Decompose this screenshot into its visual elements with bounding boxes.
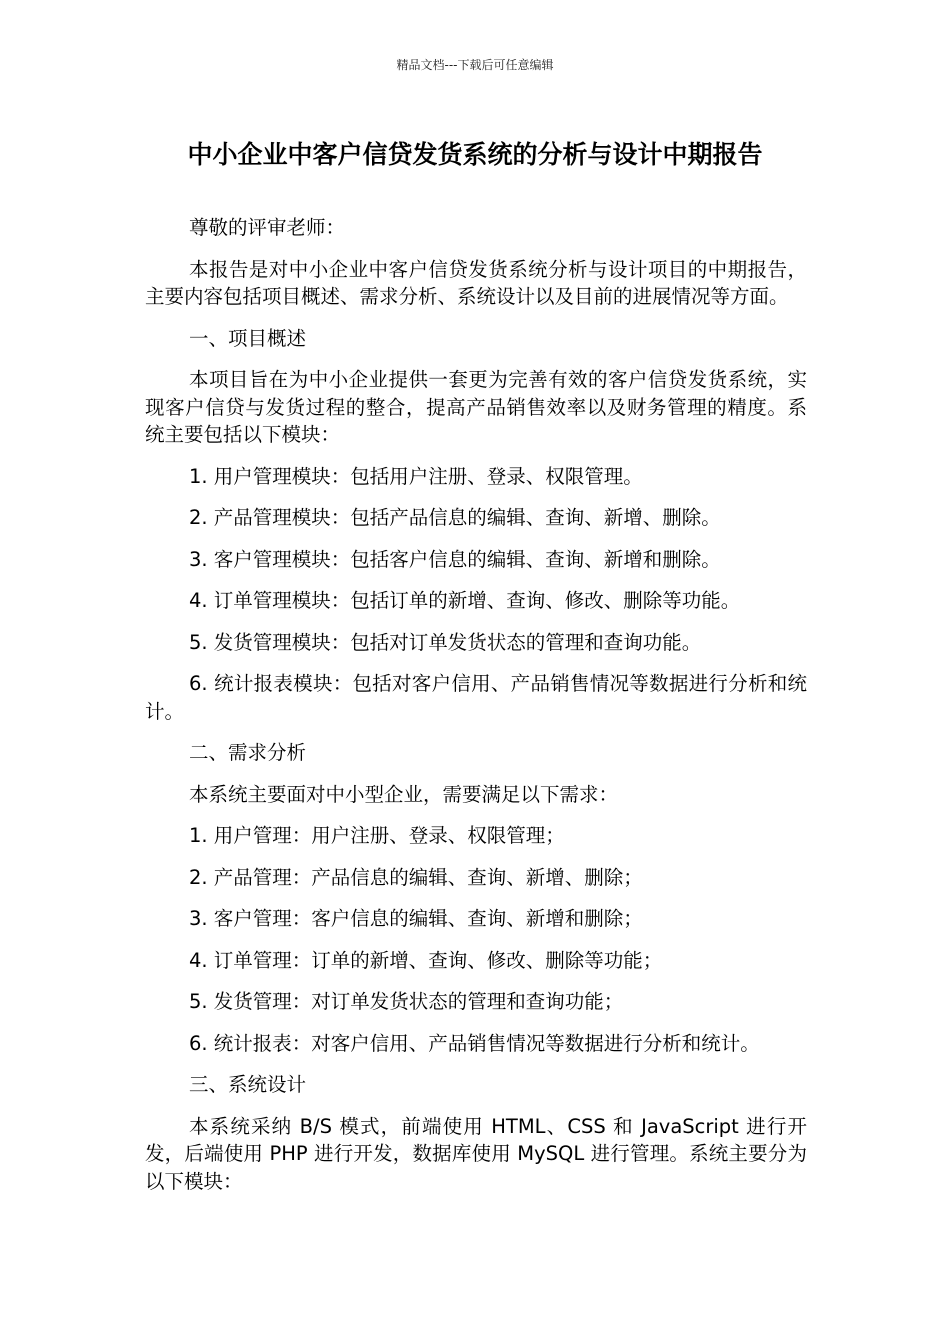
requirement-list-item: 3. 客户管理：客户信息的编辑、查询、新增和删除； — [189, 907, 643, 930]
document-body — [145, 214, 807, 1209]
requirement-list-item: 5. 发货管理：对订单发货状态的管理和查询功能； — [189, 990, 624, 1013]
module-list-item: 1. 用户管理模块：包括用户注册、登录、权限管理。 — [189, 464, 643, 488]
requirement-list-item: 2. 产品管理：产品信息的编辑、查询、新增、删除； — [189, 865, 643, 889]
design-paragraph: 本系统采纳 B/S 模式，前端使用 HTML、CSS 和 JavaScript 进行开发，后端使用 PHP 进行开发，数据库使用 MySQL 进行管理。系统主要分为以下模块： — [145, 1114, 807, 1193]
page-header: 精品文档---下载后可任意编辑 — [396, 58, 554, 72]
intro-paragraph: 本报告是对中小企业中客户信贷发货系统分析与设计项目的中期报告，主要内容包括项目概述、需求分析、系统设计以及目前的进展情况等方面。 — [145, 257, 807, 308]
requirements-paragraph: 本系统主要面对中小型企业，需要满足以下需求： — [189, 782, 619, 806]
requirement-list-item: 4. 订单管理：订单的新增、查询、修改、删除等功能； — [189, 948, 663, 972]
document-title: 中小企业中客户信贷发货系统的分析与设计中期报告 — [187, 140, 763, 169]
requirement-list-item: 1. 用户管理：用户注册、登录、权限管理； — [189, 824, 565, 847]
module-list-item: 6. 统计报表模块：包括对客户信用、产品销售情况等数据进行分析和统计。 — [145, 672, 807, 723]
module-list-item: 3. 客户管理模块：包括客户信息的编辑、查询、新增和删除。 — [189, 547, 721, 571]
module-list-item: 4. 订单管理模块：包括订单的新增、查询、修改、删除等功能。 — [189, 589, 741, 612]
section-heading-overview: 一、项目概述 — [189, 326, 307, 350]
salutation: 尊敬的评审老师： — [189, 216, 346, 239]
module-list-item: 5. 发货管理模块：包括对订单发货状态的管理和查询功能。 — [189, 630, 702, 654]
overview-paragraph: 本项目旨在为中小企业提供一套更为完善有效的客户信贷发货系统，实现客户信贷与发货过程的整合，提高产品销售效率以及财务管理的精度。系统主要包括以下模块： — [145, 368, 807, 446]
requirement-list-item: 6. 统计报表：对客户信用、产品销售情况等数据进行分析和统计。 — [189, 1031, 760, 1055]
section-heading-design: 三、系统设计 — [189, 1073, 307, 1096]
module-list-item: 2. 产品管理模块：包括产品信息的编辑、查询、新增、删除。 — [189, 506, 721, 529]
section-heading-requirements: 二、需求分析 — [189, 741, 307, 764]
